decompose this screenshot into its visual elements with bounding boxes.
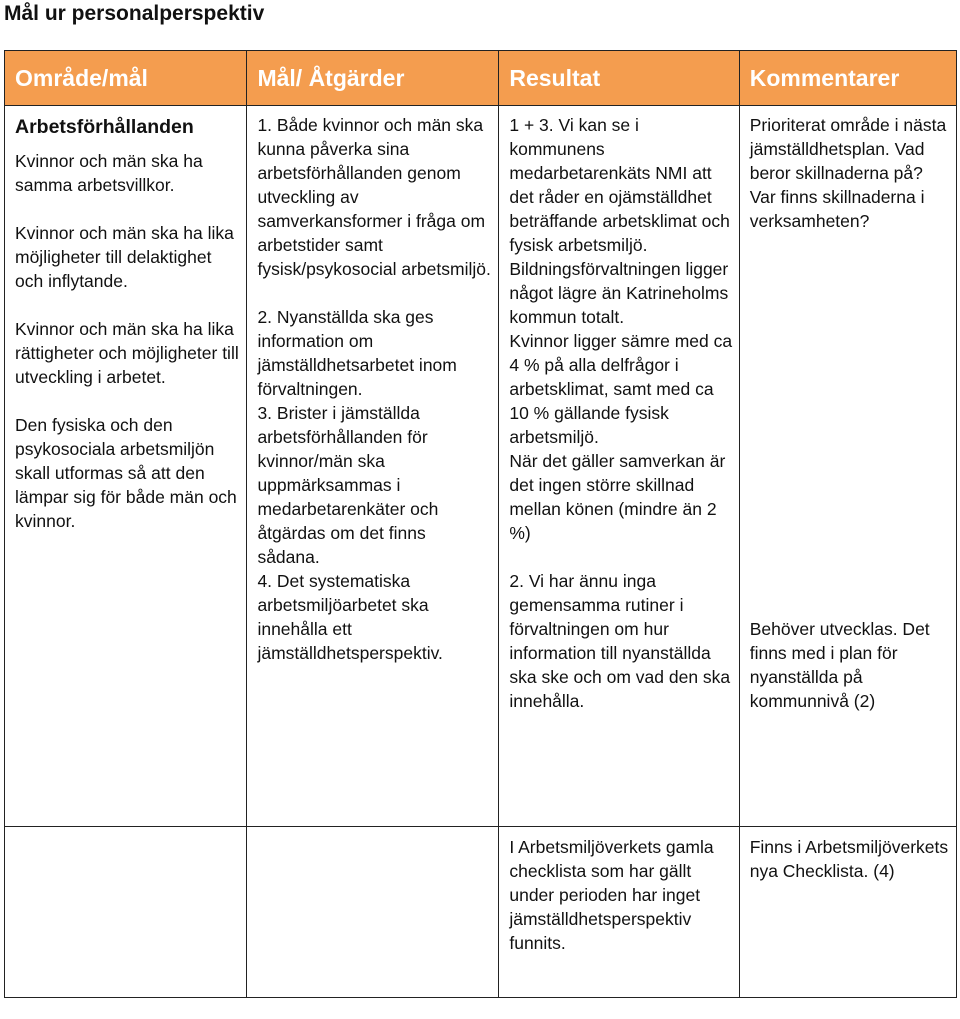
- result-text: 1 + 3. Vi kan se i kommunens medarbetarenkäts NMI att det råder en ojämställdhet beträffande arbetsklimat och fysisk arbetsmiljö.: [509, 115, 730, 255]
- header-area: Område/mål: [5, 51, 247, 106]
- goal-text: Kvinnor och män ska ha lika rättigheter och möjligheter till utveckling i arbetet.: [15, 319, 239, 387]
- header-actions: Mål/ Åtgärder: [247, 51, 499, 106]
- area-cell-empty: [5, 827, 247, 998]
- result-text: I Arbetsmiljöverkets gamla checklista som har gällt under perioden har inget jämställdhetsperspektiv funnits.: [509, 837, 714, 953]
- goal-text: Den fysiska och den psykosociala arbetsmiljön skall utformas så att den lämpar sig för både män och kvinnor.: [15, 415, 237, 531]
- comment-text: Prioriterat område i nästa jämställdhetsplan. Vad beror skillnaderna på? Var finns skillnaderna i verksamheten?: [749, 115, 947, 231]
- page-title: Mål ur personalperspektiv: [4, 2, 265, 25]
- results-cell: [499, 827, 739, 998]
- actions-cell-empty: [247, 827, 499, 998]
- comment-text: Behöver utvecklas. Det finns med i plan för nyanställda på kommunnivå (2): [749, 619, 930, 711]
- action-text: 1. Både kvinnor och män ska kunna påverka sina arbetsförhållanden genom utveckling av samverkansformer i fråga om arbetstider samt fysisk/psykosocial arbetsmiljö.: [257, 115, 491, 279]
- action-text: 3. Brister i jämställda arbetsförhållanden för kvinnor/män ska uppmärksammas i medarbetarenkäter och åtgärdas om det finns sådana.: [257, 403, 439, 567]
- goals-table: [4, 50, 957, 998]
- table-row: [5, 827, 957, 998]
- results-cell: [499, 106, 739, 827]
- result-text: När det gäller samverkan är det ingen större skillnad mellan könen (mindre än 2 %): [509, 451, 726, 543]
- table-header-row: [5, 51, 957, 106]
- goal-text: Kvinnor och män ska ha lika möjligheter till delaktighet och inflytande.: [15, 223, 234, 291]
- action-text: 2. Nyanställda ska ges information om jämställdhetsarbetet inom förvaltningen.: [257, 307, 457, 399]
- actions-cell: [247, 106, 499, 827]
- table-row: [5, 106, 957, 827]
- header-comments: Kommentarer: [739, 51, 956, 106]
- comments-cell: [739, 106, 956, 827]
- goal-text: Kvinnor och män ska ha samma arbetsvillkor.: [15, 151, 203, 195]
- area-cell: [5, 106, 247, 827]
- comments-cell: [739, 827, 956, 998]
- result-text: Bildningsförvaltningen ligger något lägre än Katrineholms kommun totalt.: [509, 259, 729, 327]
- result-text: Kvinnor ligger sämre med ca 4 % på alla delfrågor i arbetsklimat, samt med ca 10 % gällande fysisk arbetsmiljö.: [509, 331, 733, 447]
- comment-text: Finns i Arbetsmiljöverkets nya Checklista. (4): [749, 837, 949, 881]
- action-text: 4. Det systematiska arbetsmiljöarbetet ska innehålla ett jämställdhetsperspektiv.: [257, 571, 443, 663]
- result-text: 2. Vi har ännu inga gemensamma rutiner i förvaltningen om hur information till nyanställda ska ske och om vad den ska innehålla.: [509, 571, 731, 711]
- header-results: Resultat: [499, 51, 739, 106]
- area-title: Arbetsförhållanden: [15, 116, 194, 138]
